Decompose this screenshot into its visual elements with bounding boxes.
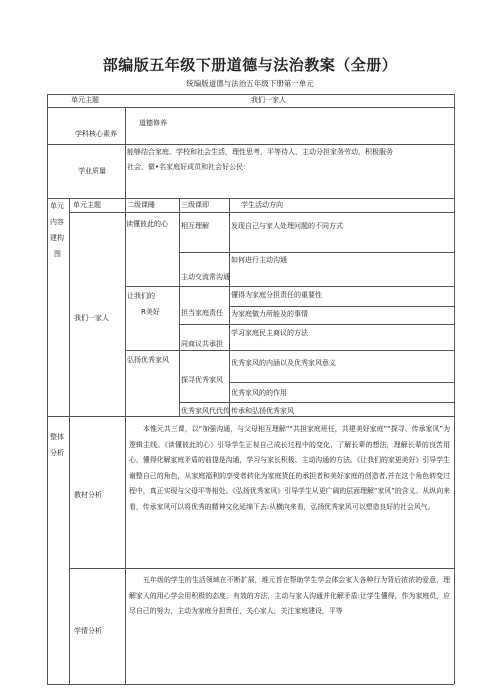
activity-text: 传承和弘扬优秀家风	[231, 407, 294, 415]
lesson-label-line: 让我们的	[127, 292, 155, 300]
activity-text: 优秀家风的内涵以及优秀家风意义	[231, 359, 336, 367]
sub-lesson-label: 主动交流常沟通	[181, 273, 230, 281]
structure-label: 内容	[50, 218, 64, 226]
table-rule	[179, 402, 454, 403]
table-rule	[229, 306, 454, 307]
sub-lesson-label: 优秀家风代代传	[181, 407, 230, 415]
table-rule	[69, 198, 70, 684]
structure-header: 三级课即	[181, 201, 209, 209]
table-rule	[47, 107, 454, 108]
lesson-label: 弘扬优秀家风	[127, 356, 169, 364]
activity-text: 如何进行主动沟通	[231, 256, 287, 264]
table-rule	[125, 416, 126, 684]
lesson-label-line: R美好	[141, 308, 160, 316]
overall-label: 分析	[50, 449, 64, 457]
sub-lesson-label: 探寻优秀家风	[181, 376, 223, 384]
document-title: 部编版五年级下册道德与法治教案（全册）	[102, 56, 398, 74]
table-border-left	[47, 94, 48, 684]
material-label: 教材分析	[74, 491, 102, 499]
activity-text: 懂得为家庭分担责任的重要性	[231, 291, 322, 299]
table-border-bottom	[47, 684, 454, 685]
structure-header: 学生活动方向	[241, 201, 283, 209]
table-rule	[125, 286, 454, 287]
structure-header: 二级课睡	[127, 201, 155, 209]
activity-text: 为家庭做力所能及的事情	[231, 310, 308, 318]
table-rule	[47, 144, 454, 145]
table-border-right	[454, 94, 455, 684]
sub-lesson-label: 相互理解	[181, 222, 209, 230]
core-literacy-value: 道德修养	[139, 119, 167, 127]
core-literacy-label: 学科核心素养	[75, 130, 117, 138]
table-rule	[179, 324, 454, 325]
document-subtitle: 统编版道德与法治五年级下册第一单元	[186, 79, 314, 88]
unit-theme-label: 单元主题	[71, 96, 99, 104]
table-rule	[229, 382, 454, 383]
activity-text: 学习家庭民主商议的方法	[231, 329, 308, 337]
table-rule	[125, 350, 454, 351]
table-rule	[47, 198, 454, 199]
table-rule	[69, 568, 454, 569]
table-rule	[125, 107, 126, 198]
quality-label: 学业质量	[78, 167, 106, 175]
structure-label: 单元	[50, 202, 64, 210]
sub-lesson-label: 同商议共承担	[181, 340, 223, 348]
learner-text: 五年级的学生的生活领域在不断扩展，堆元旨在帮助学生学会体会家人各种行为背后浓浓的爱意，理解家人的用心学会用积极的态度、有效的方法，主动与家人沟通并化解矛盾:让学生懂得，作为家庭员，应尽自己的努力，主动为家庭分担贵任，关心家人，关注家庭建设，平等	[129, 576, 450, 615]
structure-label: 建构	[50, 234, 64, 242]
activity-text: 发现自己与家人处理问题的不同方式	[231, 222, 343, 230]
material-text: 本惟元共三课，以“加强沟通，与父母相互理解”“共担家庭班任，共建美好家庭”“探寻、传承家风”为逻辑主线。《读懂彼此的心》引导学生正视自己成长过程中的变化，了解长辈的想法，理解长辈的良苦用心，懂得化解家庭矛盾的前提是沟通，学习与家长积极、主动沟通的方法。《让我们的家更美好》引导学生谢整自己的角色，从家庭福利的享受者转化为家庭货任的承担者和美好家庭的创造者,并在这个角色转变过程中，真正实现与父母平等相处。《弘扬优秀家风》引导学生从更广阔的层面理解“家风”的含义。从纵向来看，传承家风可以将优秀的精神文化延绵下去:从横向来看，弘扬优秀家风可以塑造良好的社会风气。	[129, 425, 450, 511]
learner-label: 学情分析	[74, 627, 102, 635]
activity-text: 优秀家风的的作用	[231, 389, 287, 397]
overall-label: 整体	[50, 433, 64, 441]
table-rule	[179, 252, 454, 253]
quality-line: 能够结合家庭、学校和社会生活，理性思考，平等待人，主动分担家务劳动，积极服务	[127, 148, 393, 156]
sub-lesson-label: 担当家庭责任	[181, 309, 223, 317]
table-rule	[125, 198, 126, 416]
quality-line: 社会，做•名家庭好成员和社会好公民：	[127, 163, 251, 171]
lesson-label: 读懂彼此的心	[126, 220, 168, 228]
table-rule	[179, 198, 180, 416]
unit-theme-value: 我们一家人	[251, 96, 286, 104]
structure-theme: 我们一家人	[74, 314, 109, 322]
table-rule	[229, 198, 230, 416]
structure-label: 图	[54, 250, 61, 258]
table-rule	[69, 212, 454, 213]
lesson-plan-table	[47, 94, 454, 684]
structure-header: 单元主题	[73, 201, 101, 209]
